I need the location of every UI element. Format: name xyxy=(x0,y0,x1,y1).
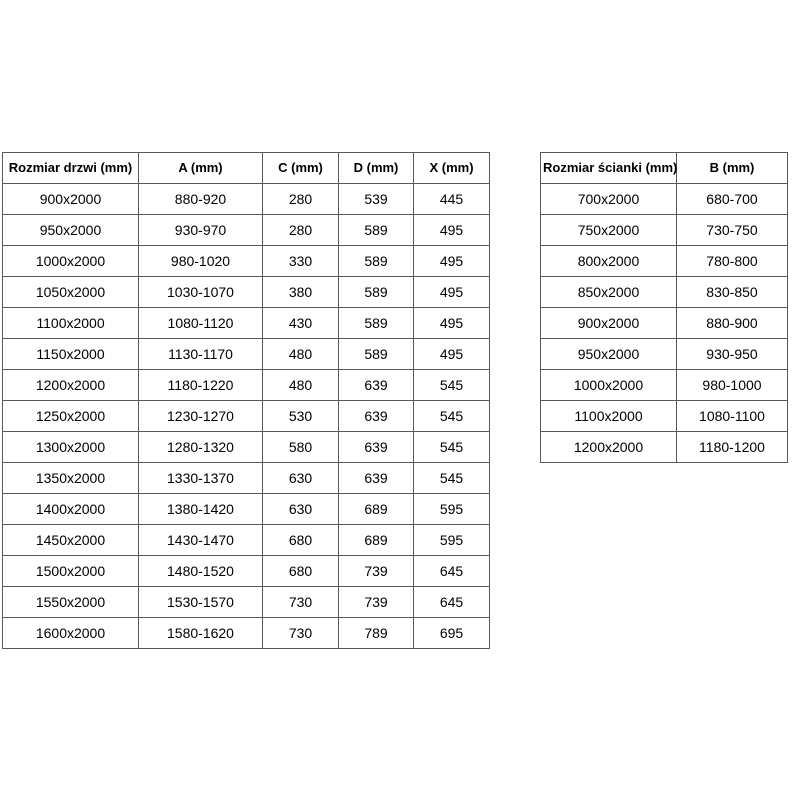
column-header: A (mm) xyxy=(139,153,263,184)
table-cell: 639 xyxy=(339,463,414,494)
table-cell: 1200x2000 xyxy=(3,370,139,401)
table-cell: 1100x2000 xyxy=(541,401,677,432)
table-cell: 280 xyxy=(263,215,339,246)
table-row xyxy=(3,401,490,432)
table-cell: 595 xyxy=(414,525,490,556)
table-cell: 280 xyxy=(263,184,339,215)
table-cell: 495 xyxy=(414,215,490,246)
table-row xyxy=(3,277,490,308)
table-cell: 1350x2000 xyxy=(3,463,139,494)
table-cell: 1480-1520 xyxy=(139,556,263,587)
table-row xyxy=(541,370,788,401)
table-row xyxy=(3,556,490,587)
table-row xyxy=(541,246,788,277)
table-cell: 950x2000 xyxy=(541,339,677,370)
table-cell: 730-750 xyxy=(677,215,788,246)
table-cell: 445 xyxy=(414,184,490,215)
table-row xyxy=(541,277,788,308)
table-cell: 1280-1320 xyxy=(139,432,263,463)
table-cell: 739 xyxy=(339,587,414,618)
table-cell: 545 xyxy=(414,370,490,401)
table-cell: 645 xyxy=(414,556,490,587)
table-cell: 1000x2000 xyxy=(3,246,139,277)
table-cell: 680 xyxy=(263,556,339,587)
table-cell: 480 xyxy=(263,339,339,370)
table-cell: 580 xyxy=(263,432,339,463)
table-cell: 830-850 xyxy=(677,277,788,308)
door-table-header-row xyxy=(3,153,490,184)
table-cell: 1100x2000 xyxy=(3,308,139,339)
table-cell: 880-900 xyxy=(677,308,788,339)
table-row xyxy=(3,308,490,339)
table-cell: 545 xyxy=(414,432,490,463)
table-cell: 789 xyxy=(339,618,414,649)
table-cell: 1030-1070 xyxy=(139,277,263,308)
table-cell: 930-950 xyxy=(677,339,788,370)
table-cell: 1000x2000 xyxy=(541,370,677,401)
table-cell: 1130-1170 xyxy=(139,339,263,370)
table-row xyxy=(3,432,490,463)
table-cell: 589 xyxy=(339,215,414,246)
table-cell: 880-920 xyxy=(139,184,263,215)
table-cell: 689 xyxy=(339,494,414,525)
table-cell: 639 xyxy=(339,370,414,401)
table-cell: 1200x2000 xyxy=(541,432,677,463)
table-cell: 645 xyxy=(414,587,490,618)
column-header: Rozmiar drzwi (mm) xyxy=(3,153,139,184)
table-cell: 1250x2000 xyxy=(3,401,139,432)
table-row xyxy=(3,587,490,618)
table-cell: 430 xyxy=(263,308,339,339)
column-header: C (mm) xyxy=(263,153,339,184)
table-cell: 680 xyxy=(263,525,339,556)
table-cell: 980-1000 xyxy=(677,370,788,401)
table-cell: 1230-1270 xyxy=(139,401,263,432)
table-cell: 1400x2000 xyxy=(3,494,139,525)
door-dimensions-table xyxy=(2,152,490,649)
table-cell: 689 xyxy=(339,525,414,556)
table-row xyxy=(541,432,788,463)
table-cell: 589 xyxy=(339,277,414,308)
table-cell: 380 xyxy=(263,277,339,308)
table-cell: 495 xyxy=(414,339,490,370)
table-cell: 900x2000 xyxy=(541,308,677,339)
table-cell: 545 xyxy=(414,401,490,432)
table-cell: 1080-1120 xyxy=(139,308,263,339)
table-cell: 850x2000 xyxy=(541,277,677,308)
table-row xyxy=(3,370,490,401)
table-cell: 589 xyxy=(339,246,414,277)
table-row xyxy=(541,339,788,370)
table-row xyxy=(3,246,490,277)
table-cell: 639 xyxy=(339,401,414,432)
table-cell: 1150x2000 xyxy=(3,339,139,370)
table-cell: 750x2000 xyxy=(541,215,677,246)
table-cell: 680-700 xyxy=(677,184,788,215)
table-cell: 1300x2000 xyxy=(3,432,139,463)
table-cell: 495 xyxy=(414,277,490,308)
table-cell: 1080-1100 xyxy=(677,401,788,432)
column-header: Rozmiar ścianki (mm) xyxy=(541,153,677,184)
table-cell: 950x2000 xyxy=(3,215,139,246)
table-cell: 480 xyxy=(263,370,339,401)
table-cell: 589 xyxy=(339,308,414,339)
wall-dimensions-table xyxy=(540,152,788,463)
table-row xyxy=(541,401,788,432)
table-cell: 495 xyxy=(414,246,490,277)
table-row xyxy=(3,339,490,370)
table-cell: 1450x2000 xyxy=(3,525,139,556)
column-header: B (mm) xyxy=(677,153,788,184)
table-cell: 1530-1570 xyxy=(139,587,263,618)
table-cell: 330 xyxy=(263,246,339,277)
table-cell: 739 xyxy=(339,556,414,587)
table-cell: 539 xyxy=(339,184,414,215)
column-header: X (mm) xyxy=(414,153,490,184)
table-row xyxy=(3,215,490,246)
table-cell: 1550x2000 xyxy=(3,587,139,618)
table-cell: 700x2000 xyxy=(541,184,677,215)
table-cell: 695 xyxy=(414,618,490,649)
table-cell: 800x2000 xyxy=(541,246,677,277)
table-cell: 900x2000 xyxy=(3,184,139,215)
table-row xyxy=(541,308,788,339)
column-header: D (mm) xyxy=(339,153,414,184)
table-row xyxy=(3,463,490,494)
table-cell: 980-1020 xyxy=(139,246,263,277)
table-cell: 1180-1200 xyxy=(677,432,788,463)
table-row xyxy=(3,525,490,556)
table-cell: 1580-1620 xyxy=(139,618,263,649)
table-cell: 589 xyxy=(339,339,414,370)
table-cell: 1050x2000 xyxy=(3,277,139,308)
table-cell: 639 xyxy=(339,432,414,463)
wall-table-header-row xyxy=(541,153,788,184)
table-row xyxy=(3,184,490,215)
table-row xyxy=(3,494,490,525)
table-row xyxy=(3,618,490,649)
table-cell: 545 xyxy=(414,463,490,494)
table-cell: 1600x2000 xyxy=(3,618,139,649)
table-cell: 1330-1370 xyxy=(139,463,263,494)
table-cell: 1500x2000 xyxy=(3,556,139,587)
table-cell: 730 xyxy=(263,587,339,618)
table-cell: 595 xyxy=(414,494,490,525)
table-cell: 930-970 xyxy=(139,215,263,246)
table-row xyxy=(541,184,788,215)
table-cell: 1180-1220 xyxy=(139,370,263,401)
table-cell: 630 xyxy=(263,494,339,525)
table-cell: 730 xyxy=(263,618,339,649)
table-cell: 530 xyxy=(263,401,339,432)
table-row xyxy=(541,215,788,246)
table-cell: 495 xyxy=(414,308,490,339)
table-cell: 1380-1420 xyxy=(139,494,263,525)
table-cell: 1430-1470 xyxy=(139,525,263,556)
table-cell: 630 xyxy=(263,463,339,494)
table-cell: 780-800 xyxy=(677,246,788,277)
